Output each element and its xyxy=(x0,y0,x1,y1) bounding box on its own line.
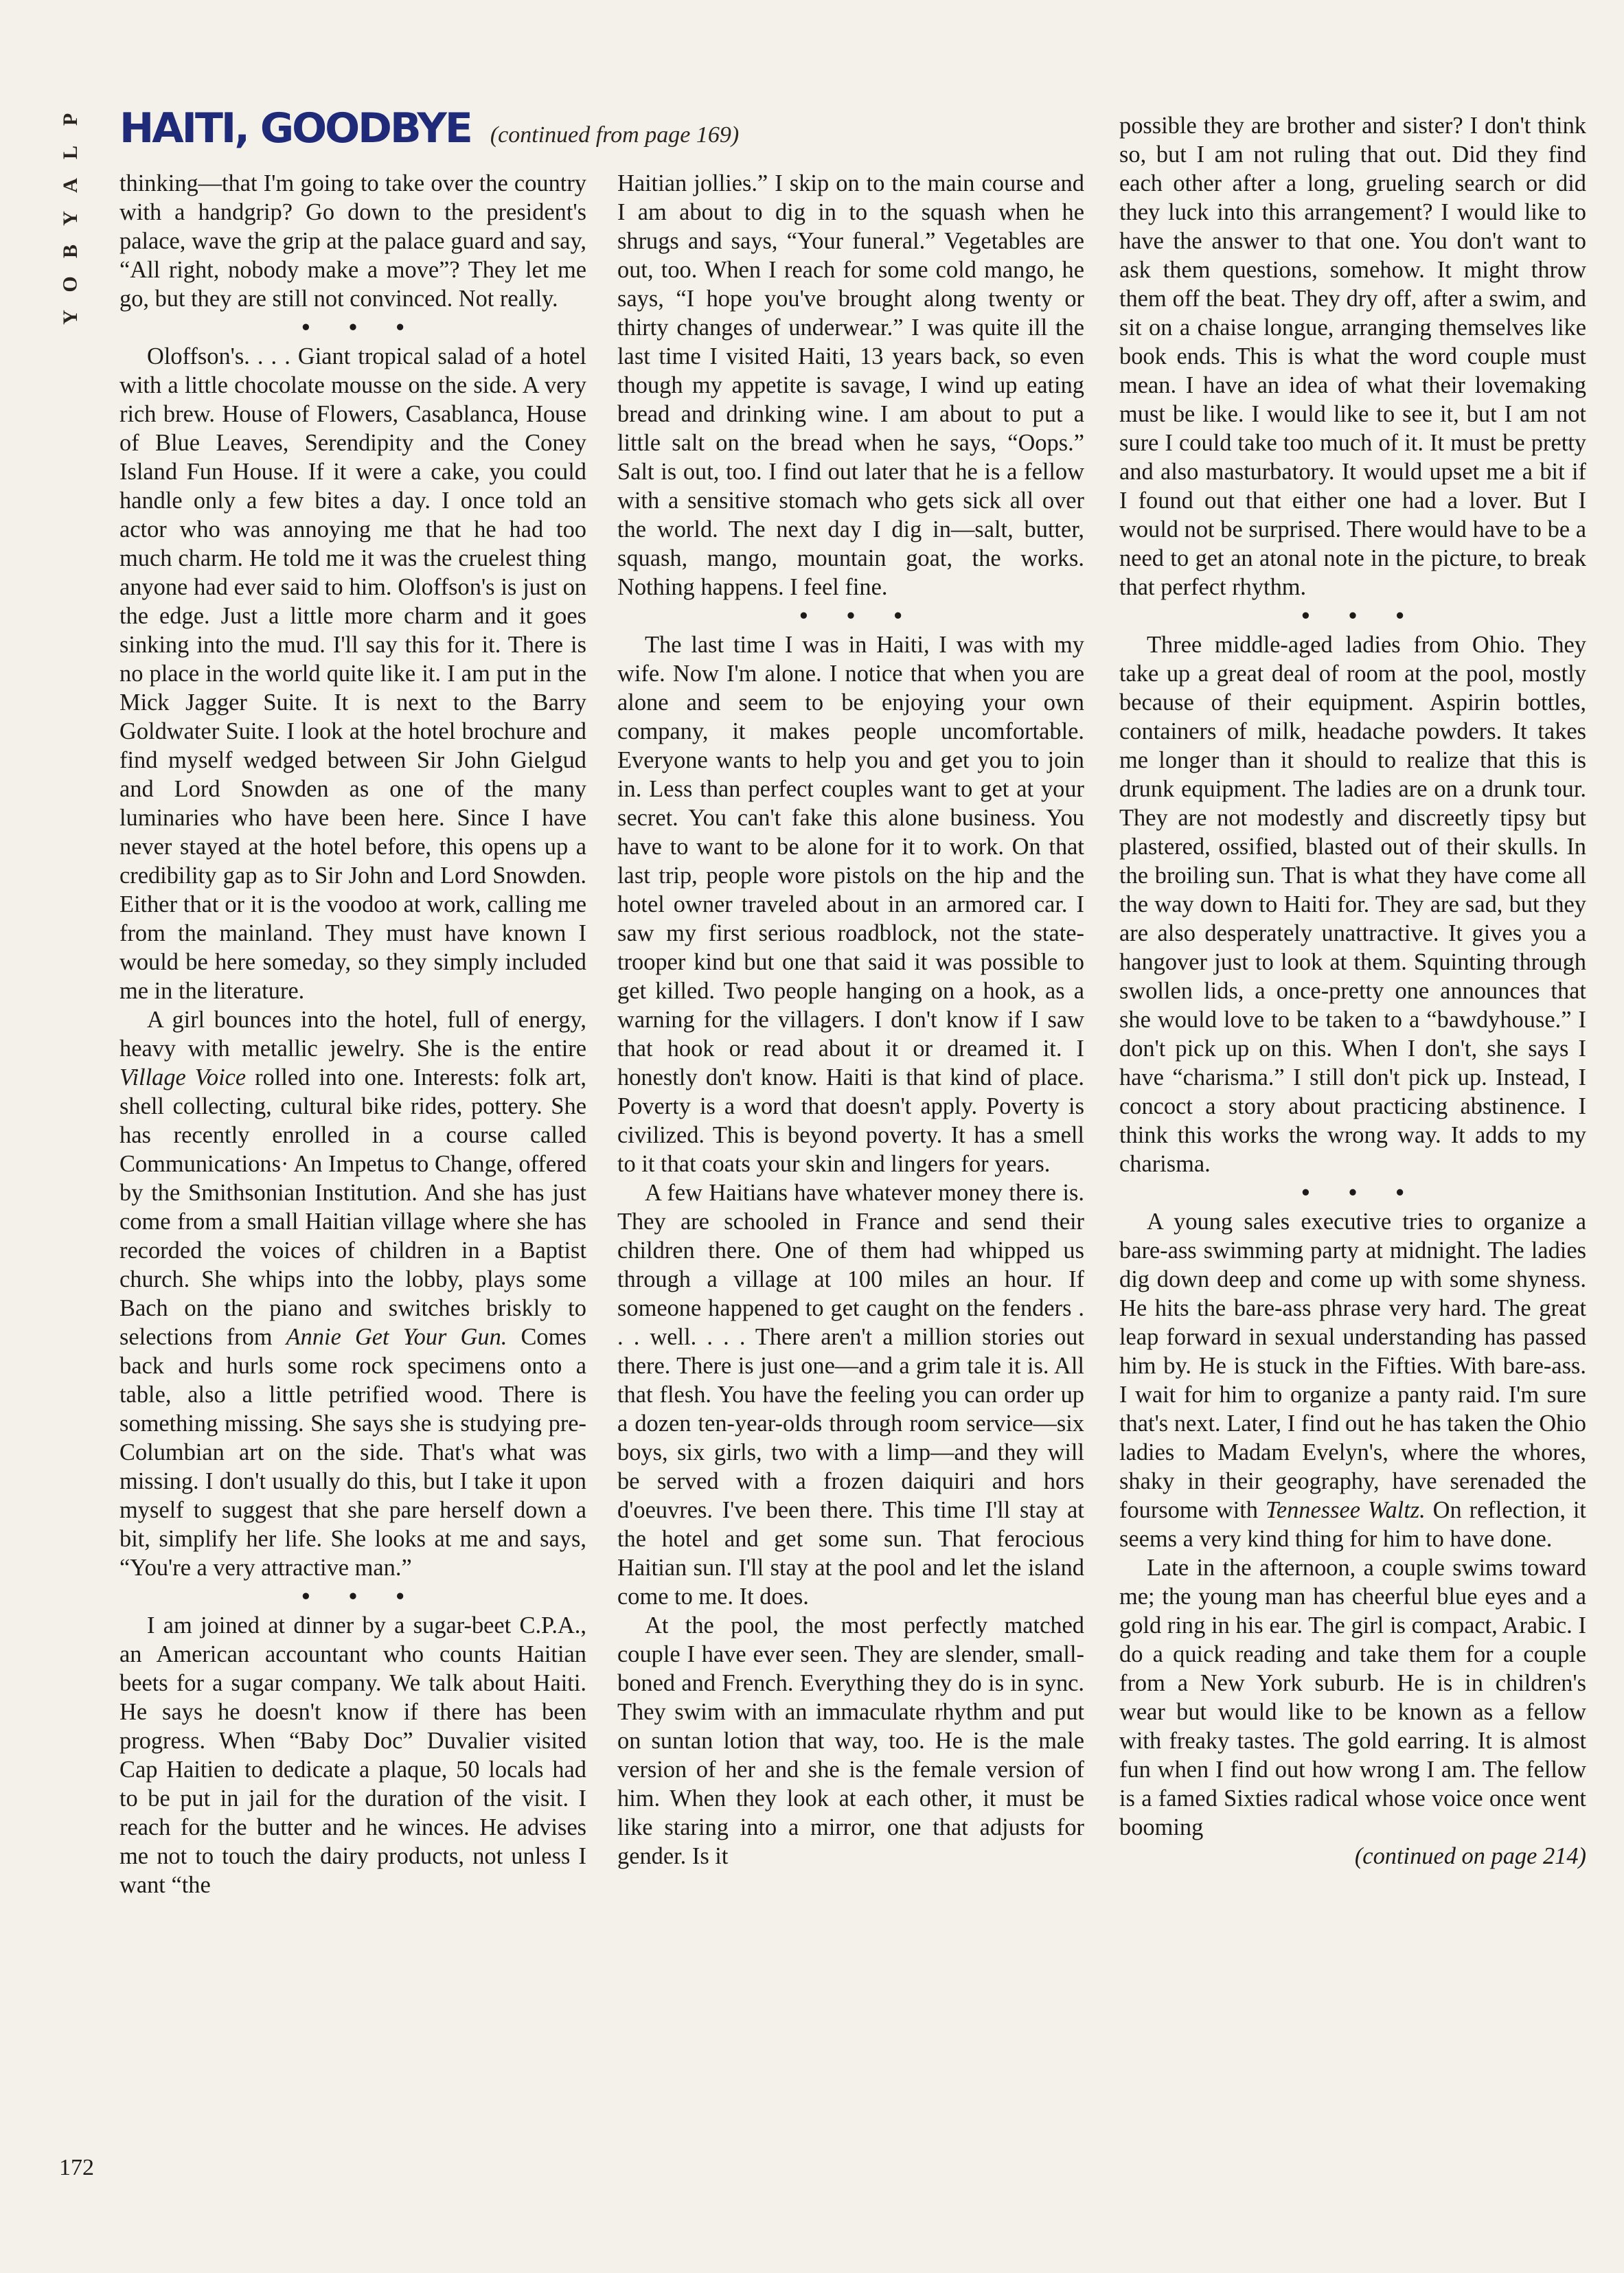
continued-from-note: (continued from page 169) xyxy=(490,122,740,148)
paragraph: A few Haitians have whatever money there is. They are schooled in France and send their children there. One of them had whipped us through a village at 100 miles an hour. If someone happened to get caught on the fenders . . . well. . . . There aren't a million stories out there. There is just one—and a grim tale it is. All that flesh. You have the feeling you can order up a dozen ten-year-olds through room service—six boys, six girls, two with a limp—and they will be served with a frozen daiquiri and hors d'oeuvres. I've been there. This time I'll stay at the hotel and get some sun. That ferocious Haitian sun. I'll stay at the pool and let the island come to me. It does. xyxy=(617,1180,1084,1610)
section-separator: • • • xyxy=(301,315,421,341)
sidebar-letter: P xyxy=(58,113,82,126)
article-header xyxy=(119,104,1081,163)
paragraph: Late in the afternoon, a couple swims toward me; the young man has cheerful blue eyes and a gold ring in his ear. The girl is compact, Arabic. I do a quick reading and take them for a couple from a New York suburb. He is in children's wear but would like to be known as a fellow with freaky tastes. The gold earring. It is almost fun when I find out how wrong I am. The fellow is a famed Sixties radical whose voice once went booming xyxy=(1119,1555,1586,1840)
paragraph: thinking—that I'm going to take over the country with a handgrip? Go down to the president's palace, wave the grip at the palace guard and say, “All right, nobody make a move”? They let me go, but they are still not convinced. Not really. xyxy=(119,170,586,312)
sidebar-letter: O xyxy=(59,276,82,293)
text-column-2 xyxy=(617,169,1084,1871)
magazine-sidebar xyxy=(55,103,87,334)
song-title: Tennessee Waltz. xyxy=(1265,1497,1426,1523)
paragraph: Oloffson's. . . . Giant tropical salad of a hotel with a little chocolate mousse on the side. A very rich brew. House of Flowers, Casablanca, House of Blue Leaves, Serendipity and the Coney Island Fun House. If it were a cake, you could handle only a few bites a day. I once told an actor who was annoying me that he had too much charm. He told me it was the cruelest thing anyone had ever said to him. Oloffson's is just on the edge. Just a little more charm and it goes sinking into the mud. I'll say this for it. There is no place in the world quite like it. I am put in the Mick Jagger Suite. It is next to the Barry Goldwater Suite. I look at the hotel brochure and find myself wedged between Sir John Gielgud and Lord Snowden as one of the many luminaries who have been here. Since I have never stayed at the hotel before, this opens up a credibility gap as to Sir John and Lord Snowden. Either that or it is the voodoo at work, calling me from the mainland. They must have known I would be here someday, so they simply included me in the literature. xyxy=(119,343,586,1004)
sidebar-letter: A xyxy=(58,178,82,193)
text-column-3 xyxy=(1119,111,1586,1871)
show-title: Annie Get Your Gun. xyxy=(286,1324,507,1350)
sidebar-letter: B xyxy=(58,244,82,259)
paragraph: A young sales executive tries to organize a bare-ass swimming party at midnight. The ladies dig down deep and come up with some shyness. He hits the bare-ass phrase very hard. The great leap forward in sexual understanding has passed him by. He is stuck in the Fifties. With bare-ass. I wait for him to organize a panty raid. I'm sure that's next. Later, I find out he has taken the Ohio ladies to Madam Evelyn's, where the whores, shaky in their geography, have serenaded the foursome with Tennessee Waltz. On reflection, it seems a very kind thing for him to have done. xyxy=(1119,1209,1586,1552)
article-title: HAITI, GOODBYE xyxy=(119,104,471,152)
paragraph: possible they are brother and sister? I don't think so, but I am not ruling that out. Did they find each other after a long, grueling search or did they luck into this arrangement? I would like to have the answer to that one. You don't want to ask them questions, somehow. It might throw them off the beat. They dry off, after a swim, and sit on a chaise longue, arranging themselves like book ends. This is what the word couple must mean. I have an idea of what their lovemaking must be like. I would like to see it, but I am not sure I could take too much of it. It must be pretty and also masturbatory. It would upset me a bit if I found out that either one had a lover. But I would not be surprised. There would have to be a need to get an atonal note in the picture, to break that perfect rhythm. xyxy=(1119,113,1586,600)
paragraph: At the pool, the most perfectly matched couple I have ever seen. They are slender, small-boned and French. Everything they do is in sync. They swim with an immaculate rhythm and put on suntan lotion that way, too. He is the male version of her and she is the female version of him. When they look at each other, it must be like staring into a mirror, one that adjusts for gender. Is it xyxy=(617,1612,1084,1869)
paragraph: Three middle-aged ladies from Ohio. They take up a great deal of room at the pool, mostly because of their equipment. Aspirin bottles, containers of milk, headache powders. It takes me longer than it should to realize that this is drunk equipment. The ladies are on a drunk tour. They are not modestly and discreetly tipsy but plastered, ossified, blasted out of their skulls. In the broiling sun. That is what they have come all the way down to Haiti for. They are sad, but they are also desperately unattractive. It gives you a hangover just to look at them. Squinting through swollen lids, a once-pretty one announces that she would love to be taken to a “bawdyhouse.” I don't pick up on this. When I don't, she says I have “charisma.” I still don't pick up. Instead, I concoct a story about practicing abstinence. I think this works the wrong way. It adds to my charisma. xyxy=(1119,632,1586,1177)
sidebar-letter: Y xyxy=(58,211,82,226)
page-number: 172 xyxy=(59,2155,94,2180)
paragraph: I am joined at dinner by a sugar-beet C.P.A., an American accountant who counts Haitian beets for a sugar company. We talk about Haiti. He says he doesn't know if there has been progress. When “Baby Doc” Duvalier visited Cap Haitien to dedicate a plaque, 50 locals had to be put in jail for the duration of the visit. I reach for the butter and he winces. He advises me not to touch the dairy products, not unless I want “the xyxy=(119,1612,586,1898)
section-separator: • • • xyxy=(301,1584,421,1610)
section-separator: • • • xyxy=(1301,1180,1421,1206)
paragraph: A girl bounces into the hotel, full of energy, heavy with metallic jewelry. She is the entire Village Voice rolled into one. Interests: folk art, shell collecting, cultural bike rides, pottery. She has recently enrolled in a course called Communications· An Impetus to Change, offered by the Smithsonian Institution. And she has just come from a small Haitian village where she has recorded the voices of children in a Baptist church. She whips into the lobby, plays some Bach on the piano and switches briskly to selections from Annie Get Your Gun. Comes back and hurls some rock specimens onto a table, also a little petrified wood. There is something missing. She says she is studying pre-Columbian art on the side. That's what was missing. I don't usually do this, but I take it upon myself to suggest that she pare herself down a bit, simplify her life. She looks at me and says, “You're a very attractive man.” xyxy=(119,1007,586,1581)
section-separator: • • • xyxy=(1301,603,1421,629)
publication-title: Village Voice xyxy=(119,1064,247,1090)
continued-on-note: (continued on page 214) xyxy=(1354,1843,1586,1869)
sidebar-letter: L xyxy=(58,145,82,160)
section-separator: • • • xyxy=(799,603,919,629)
paragraph: The last time I was in Haiti, I was with my wife. Now I'm alone. I notice that when you are alone and seem to be enjoying your own company, it makes people uncomfortable. Everyone wants to help you and get you to join in. Less than perfect couples want to get at your secret. You can't fake this alone business. You have to want to be alone for it to work. On that last trip, people wore pistols on the hip and the hotel owner traveled about in an armored car. I saw my first serious roadblock, not the state-trooper kind but one that said it was possible to get killed. Two people hanging on a hook, as a warning for the villagers. I don't know if I saw that hook or read about it or dreamed it. I honestly don't know. Haiti is that kind of place. Poverty is a word that doesn't apply. Poverty is civilized. This is beyond poverty. It has a smell to it that coats your skin and lingers for years. xyxy=(617,632,1084,1177)
paragraph: Haitian jollies.” I skip on to the main course and I am about to dig in to the squash when he shrugs and says, “Your funeral.” Vegetables are out, too. When I reach for some cold mango, he says, “I hope you've brought along twenty or thirty changes of underwear.” I was quite ill the last time I visited Haiti, 13 years back, so even though my appetite is savage, I wind up eating bread and drinking wine. I am about to put a little salt on the bread when he says, “Oops.” Salt is out, too. I find out later that he is a fellow with a sensitive stomach who gets sick all over the world. The next day I dig in—salt, butter, squash, mango, mountain goat, the works. Nothing happens. I feel fine. xyxy=(617,170,1084,600)
text-column-1 xyxy=(119,169,586,1899)
sidebar-letter: Y xyxy=(58,310,82,325)
